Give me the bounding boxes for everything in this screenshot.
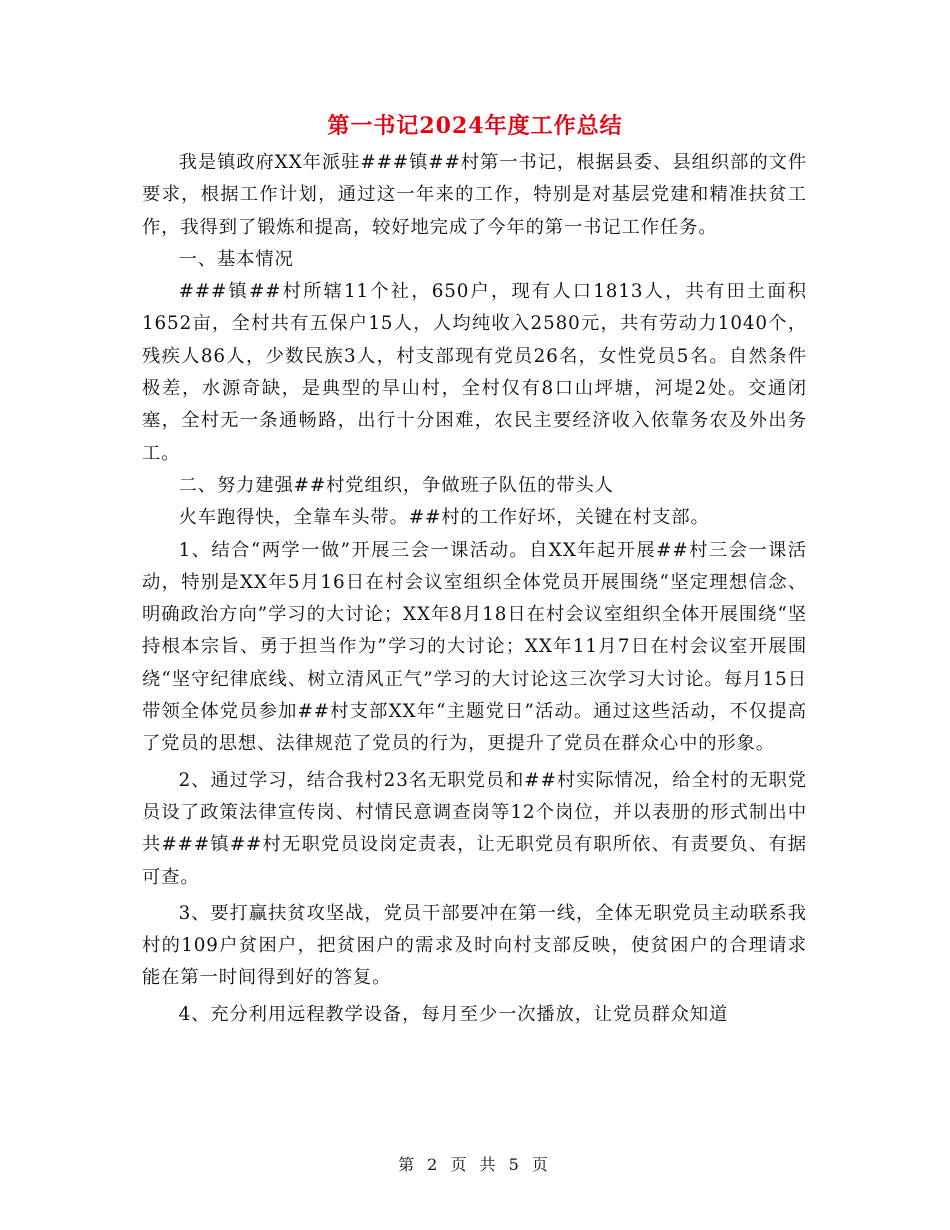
paragraph-item-1: 1、结合“两学一做”开展三会一课活动。自XX年起开展##村三会一课活动，特别是XX年5月16日在村会议室组织全体党员开展围绕“坚定理想信念、明确政治方向”学习的大讨论；XX年8月18日在村会议室组织全体开展围绕“坚持根本宗旨、勇于担当作为”学习的大讨论；XX年11月7日在村会议室开展围绕“坚守纪律底线、树立清风正气”学习的大讨论这三次学习大讨论。每月15日带领全体党员参加##村支部XX年“主题党日”活动。通过这些活动，不仅提高了党员的思想、法律规范了党员的行为，更提升了党员在群众心中的形象。 [142,539,807,755]
paragraph-party-building-intro: 火车跑得快，全靠车头带。##村的工作好坏，关键在村支部。 [178,507,710,529]
paragraph-item-3: 3、要打赢扶贫攻坚战，党员干部要冲在第一线，全体无职党员主动联系我村的109户贫困户，把贫困户的需求及时向村支部反映，使贫困户的合理请求能在第一时间得到好的答复。 [142,902,807,989]
document-title: 第一书记2024年度工作总结 [327,113,623,139]
paragraph-intro: 我是镇政府XX年派驻###镇##村第一书记，根据县委、县组织部的文件要求，根据工作计划，通过这一年来的工作，特别是对基层党建和精准扶贫工作，我得到了锻炼和提高，较好地完成了今年的第一书记工作任务。 [142,152,807,238]
paragraph-item-4: 4、充分利用远程教学设备，每月至少一次播放，让党员群众知道 [178,1003,729,1025]
paragraph-basic-info: ###镇##村所辖11个社，650户，现有人口1813人，共有田土面积1652亩，全村共有五保户15人，人均纯收入2580元，共有劳动力1040个，残疾人86人，少数民族3人，村支部现有党员26名，女性党员5名。自然条件极差，水源奇缺，是典型的旱山村，全村仅有8口山坪塘，河堤2处。交通闭塞，全村无一条通畅路，出行十分困难，农民主要经济收入依靠务农及外出务工。 [142,281,807,464]
document-body [142,147,807,1031]
page-number-footer: 第 2 页 共 5 页 [398,1155,552,1174]
section-heading-basic-info: 一、基本情况 [178,248,294,270]
paragraph-item-2: 2、通过学习，结合我村23名无职党员和##村实际情况，给全村的无职党员设了政策法律宣传岗、村情民意调查岗等12个岗位，并以表册的形式制出中共###镇##村无职党员设岗定责表，让无职党员有职所依、有责要负、有据可查。 [142,769,807,888]
section-heading-party-building: 二、努力建强##村党组织，争做班子队伍的带头人 [178,474,614,496]
